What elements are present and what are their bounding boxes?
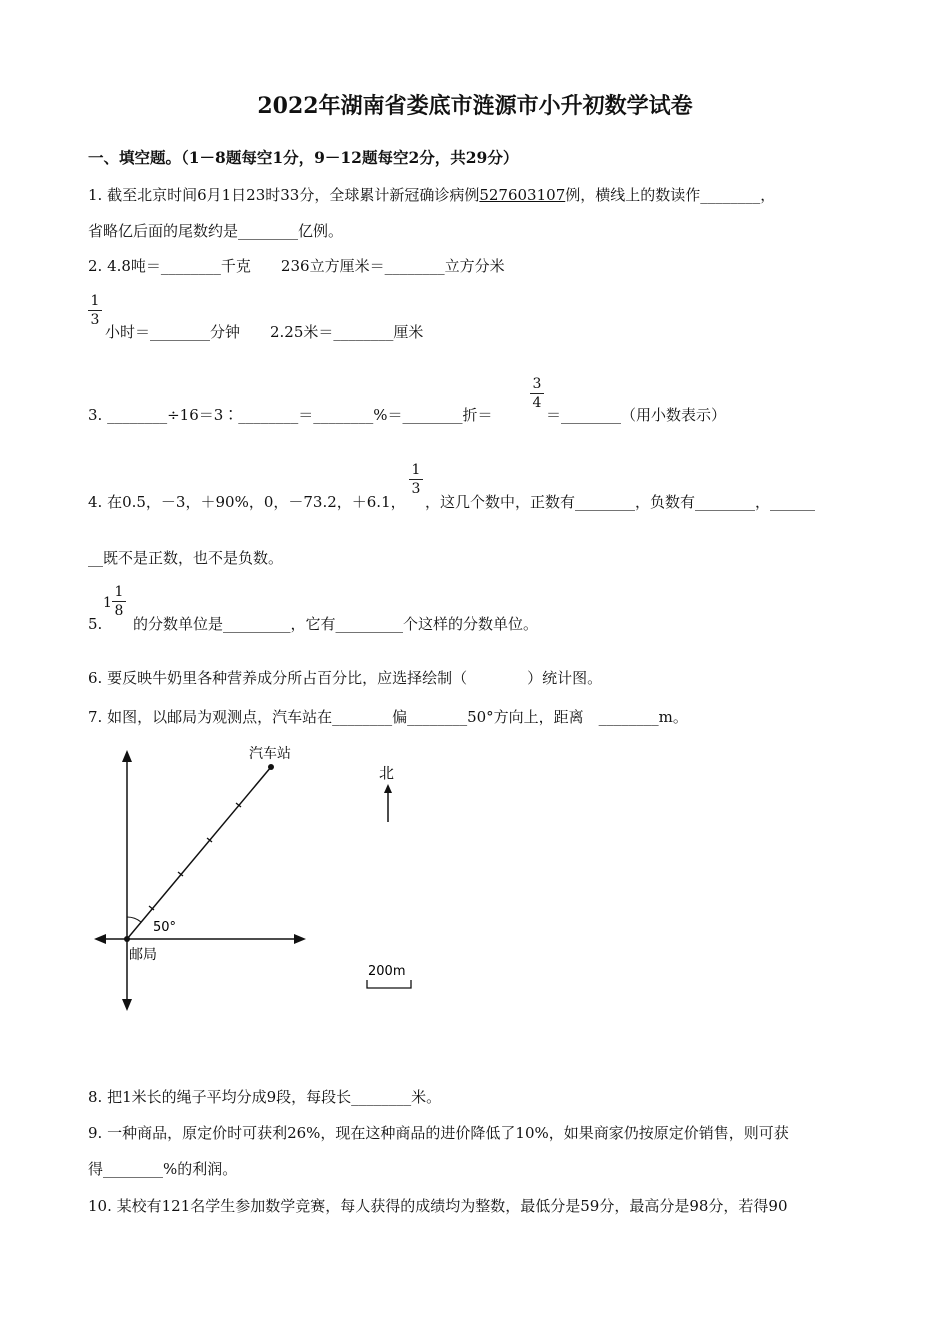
question-5-text: 的分数单位是_________，它有_________个这样的分数单位。: [133, 615, 539, 633]
q3-frac-numerator: 3: [530, 376, 544, 394]
q5-whole: 1: [103, 595, 112, 611]
q2-frac-denominator: 3: [90, 312, 100, 328]
north-label: 北: [379, 764, 395, 782]
post-office-label: 邮局: [129, 947, 157, 963]
north-arrow-icon: [384, 784, 392, 793]
question-2-line-2: 小时＝________分钟 2.25米＝________厘米: [105, 323, 424, 341]
question-4-part-1: 4. 在0.5，－3，＋90%，0，－73.2，＋6.1，: [88, 493, 406, 511]
exam-title: 2022年湖南省娄底市涟源市小升初数学试卷: [257, 93, 693, 119]
direction-ray: [127, 767, 271, 939]
q5-frac-numerator: 1: [112, 584, 126, 602]
question-7: 7. 如图，以邮局为观测点，汽车站在________偏________50°方向上，距离 ________m。: [88, 708, 688, 726]
question-4-part-2: ，这几个数中，正数有________，负数有________，______: [425, 493, 816, 511]
question-5-label: 5.: [88, 615, 103, 633]
question-1-line-2: 省略亿后面的尾数约是________亿例。: [88, 222, 344, 240]
q4-frac-numerator: 1: [409, 462, 423, 480]
question-3-part-1: 3. ________÷16＝3∶________＝________%＝________折＝: [88, 406, 493, 424]
axis-arrow-up-icon: [122, 750, 132, 762]
q5-frac-denominator: 8: [114, 603, 124, 619]
axis-arrow-right-icon: [294, 934, 306, 944]
question-3-part-2: ＝________（用小数表示）: [546, 406, 727, 424]
axis-arrow-down-icon: [122, 999, 132, 1011]
scale-label: 200m: [368, 964, 406, 979]
angle-arc: [127, 917, 141, 922]
question-10: 10. 某校有121名学生参加数学竞赛，每人获得的成绩均为整数，最低分是59分，最高分是98分，若得90: [88, 1197, 788, 1215]
question-8: 8. 把1米长的绳子平均分成9段，每段长________米。: [88, 1088, 442, 1106]
question-9-line-2: 得________%的利润。: [88, 1160, 238, 1178]
post-office-point: [124, 936, 130, 942]
bus-station-label: 汽车站: [249, 746, 291, 762]
question-6: 6. 要反映牛奶里各种营养成分所占百分比，应选择绘制（ ）统计图。: [88, 669, 603, 687]
angle-label: 50°: [153, 920, 177, 935]
scale-bar: [367, 980, 411, 988]
question-2-line-1: 2. 4.8吨＝________千克 236立方厘米＝________立方分米: [88, 257, 505, 275]
axis-arrow-left-icon: [94, 934, 106, 944]
q1-number: 527603107: [479, 186, 566, 204]
question-4-line-2: __既不是正数，也不是负数。: [88, 549, 284, 567]
question-9-line-1: 9. 一种商品，原定价时可获利26%，现在这种商品的进价降低了10%，如果商家仍按原定价销售，则可获: [88, 1124, 789, 1142]
q3-frac-denominator: 4: [532, 395, 542, 411]
bus-station-point: [268, 764, 274, 770]
q1-prefix: 1. 截至北京时间6月1日23时33分，全球累计新冠确诊病例: [88, 186, 480, 204]
q4-frac-denominator: 3: [411, 481, 421, 497]
section-heading: 一、填空题。（1－8题每空1分，9－12题每空2分，共29分）: [88, 148, 519, 167]
q2-frac-numerator: 1: [88, 293, 102, 311]
q1-suffix: 例，横线上的数读作________，: [565, 186, 776, 204]
